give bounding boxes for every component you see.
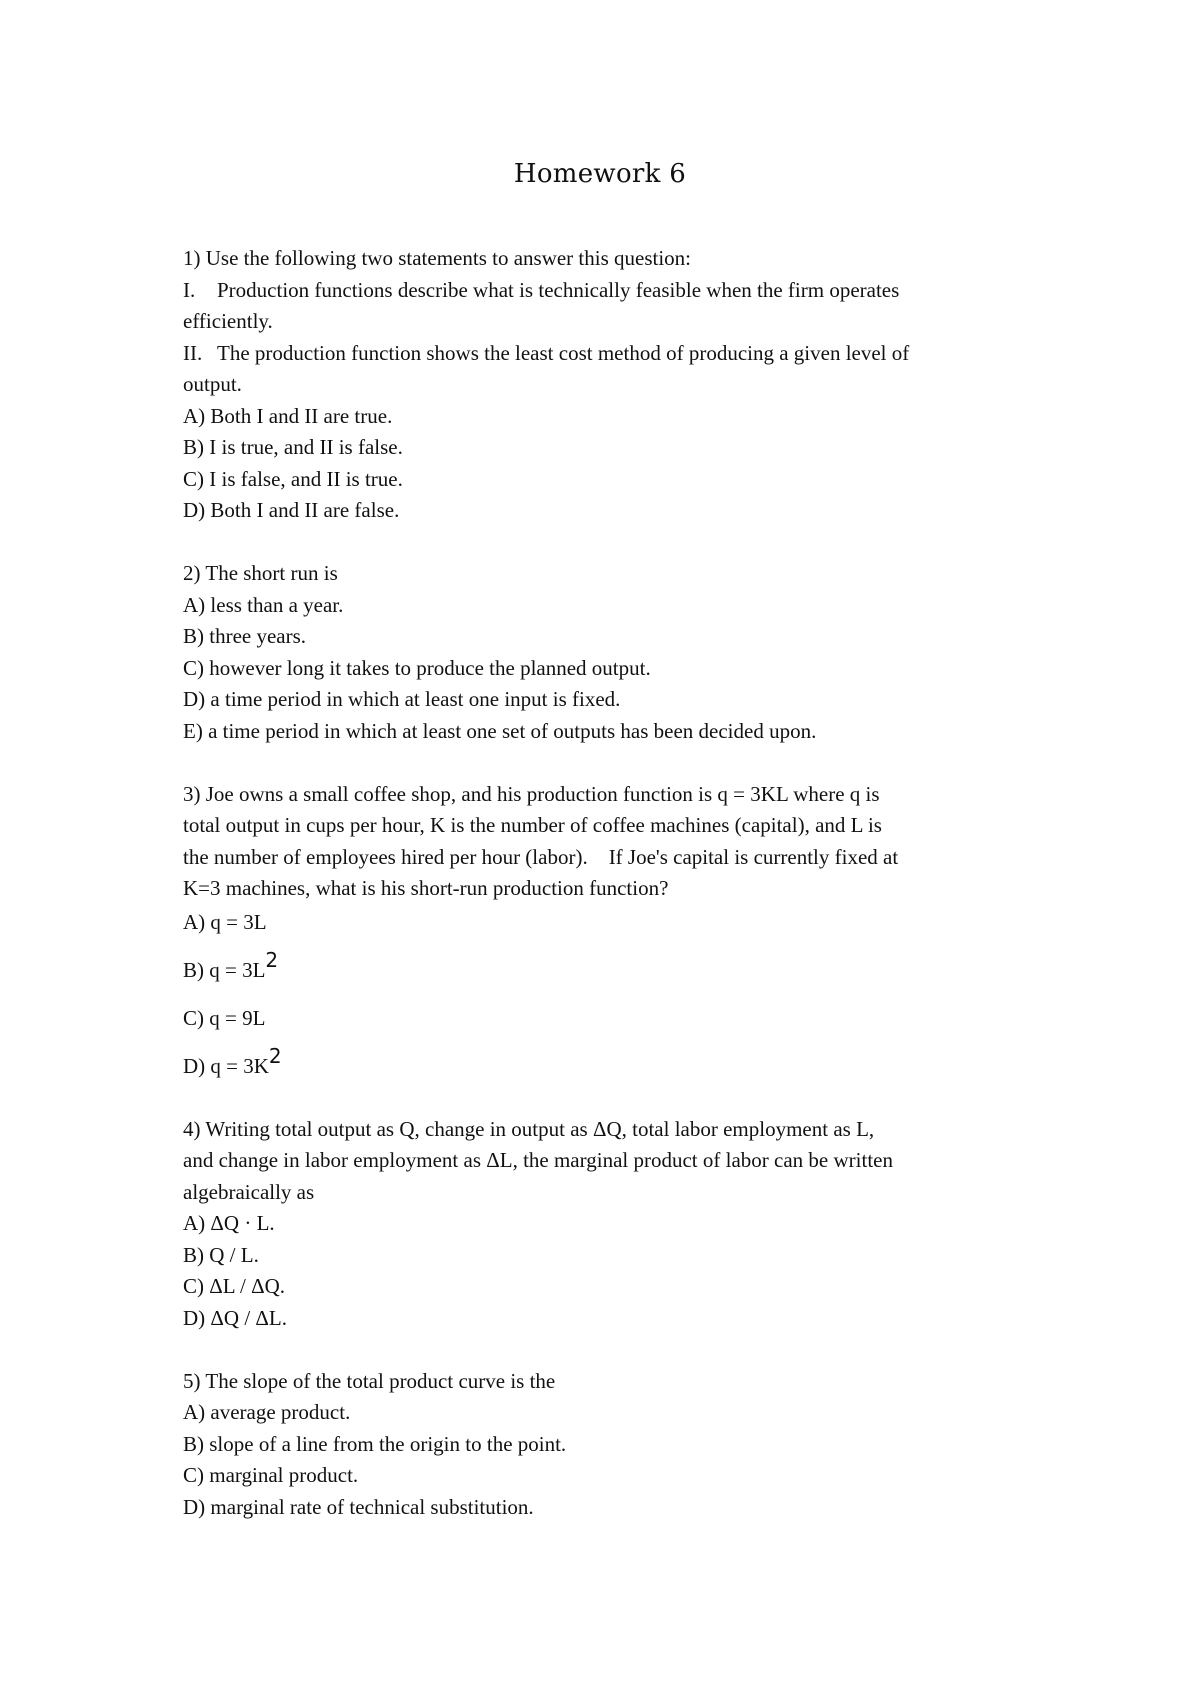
question-1-option-a: A) Both I and II are true. [183, 403, 393, 428]
option-text: D) q = 3K [183, 1053, 269, 1078]
question-3 [183, 779, 1043, 1083]
question-1 [183, 243, 1043, 527]
statement-1-label: I. [183, 277, 196, 302]
option-text: C) q = 9L [183, 1005, 266, 1030]
statement-1-text: Production functions describe what is technically feasible when the firm operates [217, 277, 900, 302]
question-3-stem-line-2: total output in cups per hour, K is the number of coffee machines (capital), and L is [183, 813, 882, 837]
question-4-option-d: D) ΔQ / ΔL. [183, 1305, 287, 1330]
question-4 [183, 1114, 1043, 1335]
question-5-option-d: D) marginal rate of technical substitution. [183, 1494, 534, 1519]
question-4-option-b: B) Q / L. [183, 1242, 259, 1267]
question-1-option-d: D) Both I and II are false. [183, 498, 400, 522]
question-2-option-e: E) a time period in which at least one set of outputs has been decided upon. [183, 718, 817, 743]
spacer [183, 747, 1043, 779]
question-1-statement-2 [183, 338, 1043, 370]
option-exponent: 2 [268, 1043, 282, 1068]
question-3-option-c [183, 1001, 1043, 1035]
question-2-option-c: C) however long it takes to produce the planned output. [183, 655, 651, 680]
statement-2-label: II. [183, 340, 203, 365]
question-1-option-c: C) I is false, and II is true. [183, 466, 403, 491]
option-text: A) q = 3L [183, 909, 267, 934]
question-1-statement-1 [183, 275, 1043, 307]
question-5 [183, 1366, 1043, 1524]
question-1-statement-2-cont: output. [183, 372, 242, 396]
question-3-option-d [183, 1043, 1043, 1083]
question-1-option-b: B) I is true, and II is false. [183, 435, 403, 459]
option-exponent: 2 [265, 947, 279, 972]
question-4-option-c: C) ΔL / ΔQ. [183, 1274, 286, 1298]
statement-2-text: The production function shows the least cost method of producing a given level of [217, 340, 910, 365]
question-5-option-a: A) average product. [183, 1400, 351, 1424]
question-3-stem-line-3: the number of employees hired per hour (labor). If Joe's capital is currently fixed at [183, 844, 899, 869]
question-3-option-a [183, 905, 1043, 939]
spacer [183, 1097, 1043, 1114]
question-3-stem-line-4: K=3 machines, what is his short-run production function? [183, 876, 669, 900]
spacer [183, 527, 1043, 559]
question-2 [183, 558, 1043, 747]
question-5-option-c: C) marginal product. [183, 1463, 359, 1487]
question-3-stem-line-1: 3) Joe owns a small coffee shop, and his production function is q = 3KL where q is [183, 781, 880, 806]
question-5-stem: 5) The slope of the total product curve is the [183, 1368, 556, 1393]
question-1-statement-1-cont: efficiently. [183, 309, 273, 333]
question-4-stem-line-3: algebraically as [183, 1179, 315, 1204]
question-1-stem: 1) Use the following two statements to answer this question: [183, 246, 692, 270]
question-list [183, 243, 1043, 1523]
question-4-option-a: A) ΔQ · L. [183, 1211, 275, 1235]
question-4-stem-line-2: and change in labor employment as ΔL, the marginal product of labor can be written [183, 1148, 893, 1172]
question-4-stem-line-1: 4) Writing total output as Q, change in output as ΔQ, total labor employment as L, [183, 1116, 875, 1141]
question-2-option-a: A) less than a year. [183, 592, 344, 617]
question-5-option-b: B) slope of a line from the origin to the point. [183, 1431, 567, 1456]
option-text: B) q = 3L [183, 957, 266, 982]
question-2-stem: 2) The short run is [183, 561, 338, 585]
question-2-option-b: B) three years. [183, 624, 307, 648]
question-3-option-b [183, 947, 1043, 987]
spacer [183, 1334, 1043, 1366]
page-title: Homework 6 [513, 159, 687, 189]
question-2-option-d: D) a time period in which at least one input is fixed. [183, 687, 621, 711]
